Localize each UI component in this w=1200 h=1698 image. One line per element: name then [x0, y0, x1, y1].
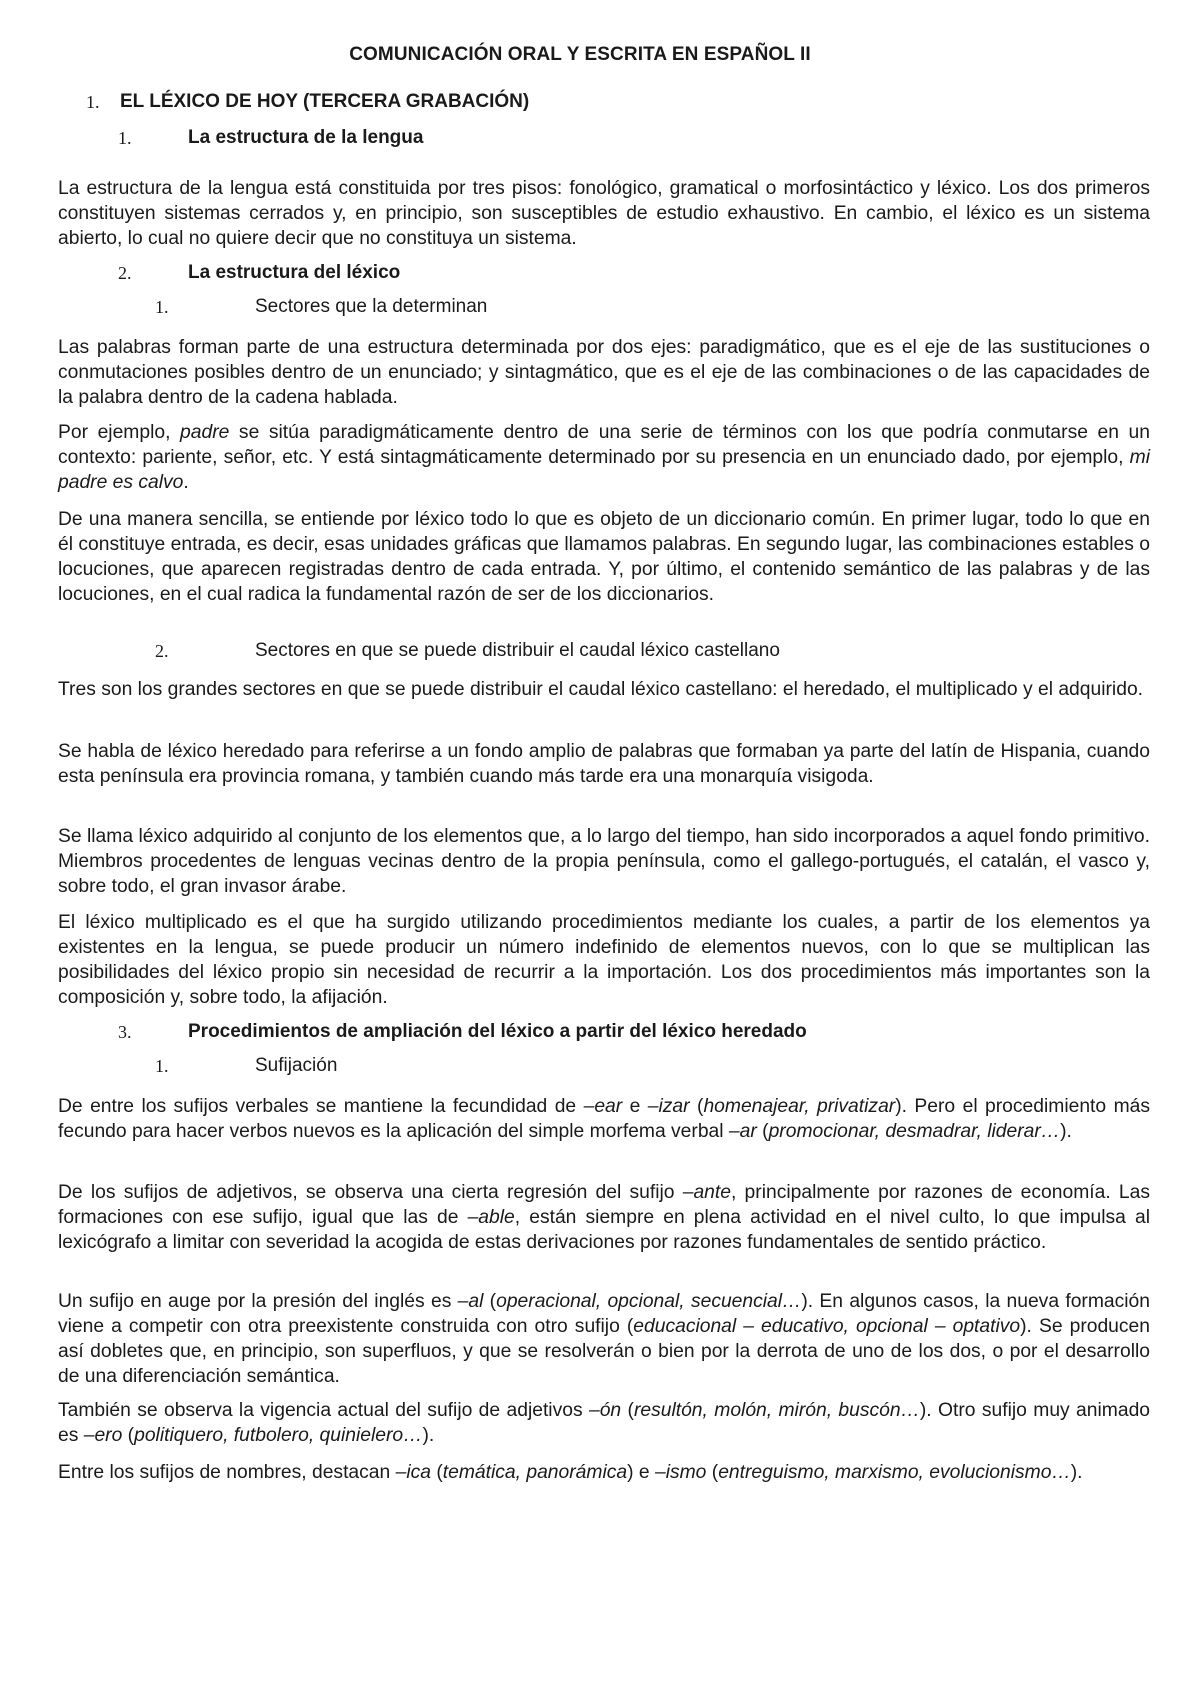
paragraph-10: De los sufijos de adjetivos, se observa una cierta regresión del sufijo –ante, principalmente por razones de economía. Las formaciones con ese sufijo, igual que las de –able, están siempre en plena actividad en el nivel culto, lo que impulsa al lexicógrafo a limitar con severidad la acogida de estas derivaciones por razones fundamentales de sentido práctico. [58, 1182, 1151, 1253]
paragraph-12: También se observa la vigencia actual del sufijo de adjetivos –ón (resultón, molón, mirón, buscón…). Otro sufijo muy animado es –ero (politiquero, futbolero, quinielero…). [58, 1400, 1151, 1446]
document-title: COMUNICACIÓN ORAL Y ESCRITA EN ESPAÑOL II [349, 44, 811, 65]
paragraph-5: Tres son los grandes sectores en que se puede distribuir el caudal léxico castellano: el heredado, el multiplicado y el adquirido. [58, 679, 1144, 700]
heading-1-1-text: La estructura de la lengua [188, 127, 424, 148]
paragraph-2: Las palabras forman parte de una estructura determinada por dos ejes: paradigmático, que es el eje de las sustituciones o conmutaciones posibles dentro de un enunciado; y sintagmático, que es el eje de las combinaciones o de las capacidades de la palabra dentro de la cadena hablada. [58, 337, 1150, 408]
paragraph-9: De entre los sufijos verbales se mantiene la fecundidad de –ear e –izar (homenajear, privatizar). Pero el procedimiento más fecundo para hacer verbos nuevos es la aplicación del simple morfema verbal –ar (promocionar, desmadrar, liderar…). [58, 1096, 1151, 1142]
heading-1-3-number: 3. [118, 1022, 132, 1042]
paragraph-7: Se llama léxico adquirido al conjunto de los elementos que, a lo largo del tiempo, han sido incorporados a aquel fondo primitivo. Miembros procedentes de lenguas vecinas dentro de la propia península, como el gallego-portugués, el catalán, el vasco y, sobre todo, el gran invasor árabe. [58, 826, 1150, 897]
heading-1-2-2-number: 2. [155, 641, 169, 661]
heading-1-2-number: 2. [118, 263, 132, 283]
paragraph-3: Por ejemplo, padre se sitúa paradigmáticamente dentro de una serie de términos con los que podría conmutarse en un contexto: pariente, señor, etc. Y está sintagmáticamente determinado por su presencia en un enunciado dado, por ejemplo, mi padre es calvo. [58, 422, 1150, 493]
heading-1-2-text: La estructura del léxico [188, 262, 401, 283]
heading-1-2-1-number: 1. [155, 297, 169, 317]
heading-1-3-1-number: 1. [155, 1056, 169, 1076]
paragraph-6: Se habla de léxico heredado para referirse a un fondo amplio de palabras que formaban ya parte del latín de Hispania, cuando esta península era provincia romana, y también cuando más tarde era una monarquía visigoda. [58, 741, 1150, 787]
heading-1-number: 1. [86, 92, 100, 112]
paragraph-13: Entre los sufijos de nombres, destacan –ica (temática, panorámica) e –ismo (entreguismo, marxismo, evolucionismo…). [58, 1462, 1083, 1483]
paragraph-8: El léxico multiplicado es el que ha surgido utilizando procedimientos mediante los cuales, a partir de los elementos ya existentes en la lengua, se puede producir un número indefinido de elementos nuevos, con lo que se multiplican las posibilidades del léxico propio sin necesidad de recurrir a la importación. Los dos procedimientos más importantes son la composición y, sobre todo, la afijación. [58, 912, 1150, 1008]
heading-1-3-text: Procedimientos de ampliación del léxico a partir del léxico heredado [188, 1021, 807, 1042]
heading-1-1-number: 1. [118, 128, 132, 148]
heading-1-2-1-text: Sectores que la determinan [255, 296, 488, 317]
heading-1-2-2-text: Sectores en que se puede distribuir el caudal léxico castellano [255, 640, 780, 661]
paragraph-11: Un sufijo en auge por la presión del inglés es –al (operacional, opcional, secuencial…). En algunos casos, la nueva formación viene a competir con otra preexistente construida con otro sufijo (educacional – educativo, opcional – optativo). Se producen así dobletes que, en principio, son superfluos, y que se resolverán o bien por la derrota de uno de los dos, o por el desarrollo de una diferenciación semántica. [58, 1291, 1151, 1387]
heading-1-text: EL LÉXICO DE HOY (TERCERA GRABACIÓN) [120, 91, 530, 112]
paragraph-4: De una manera sencilla, se entiende por léxico todo lo que es objeto de un diccionario común. En primer lugar, todo lo que en él constituye entrada, es decir, esas unidades gráficas que llamamos palabras. En segundo lugar, las combinaciones estables o locuciones, que aparecen registradas dentro de cada entrada. Y, por último, el contenido semántico de las palabras y de las locuciones, en el cual radica la fundamental razón de ser de los diccionarios. [58, 509, 1150, 605]
paragraph-1: La estructura de la lengua está constituida por tres pisos: fonológico, gramatical o morfosintáctico y léxico. Los dos primeros constituyen sistemas cerrados y, en principio, son susceptibles de estudio exhaustivo. En cambio, el léxico es un sistema abierto, lo cual no quiere decir que no constituya un sistema. [58, 178, 1150, 249]
heading-1-3-1-text: Sufijación [255, 1055, 338, 1076]
